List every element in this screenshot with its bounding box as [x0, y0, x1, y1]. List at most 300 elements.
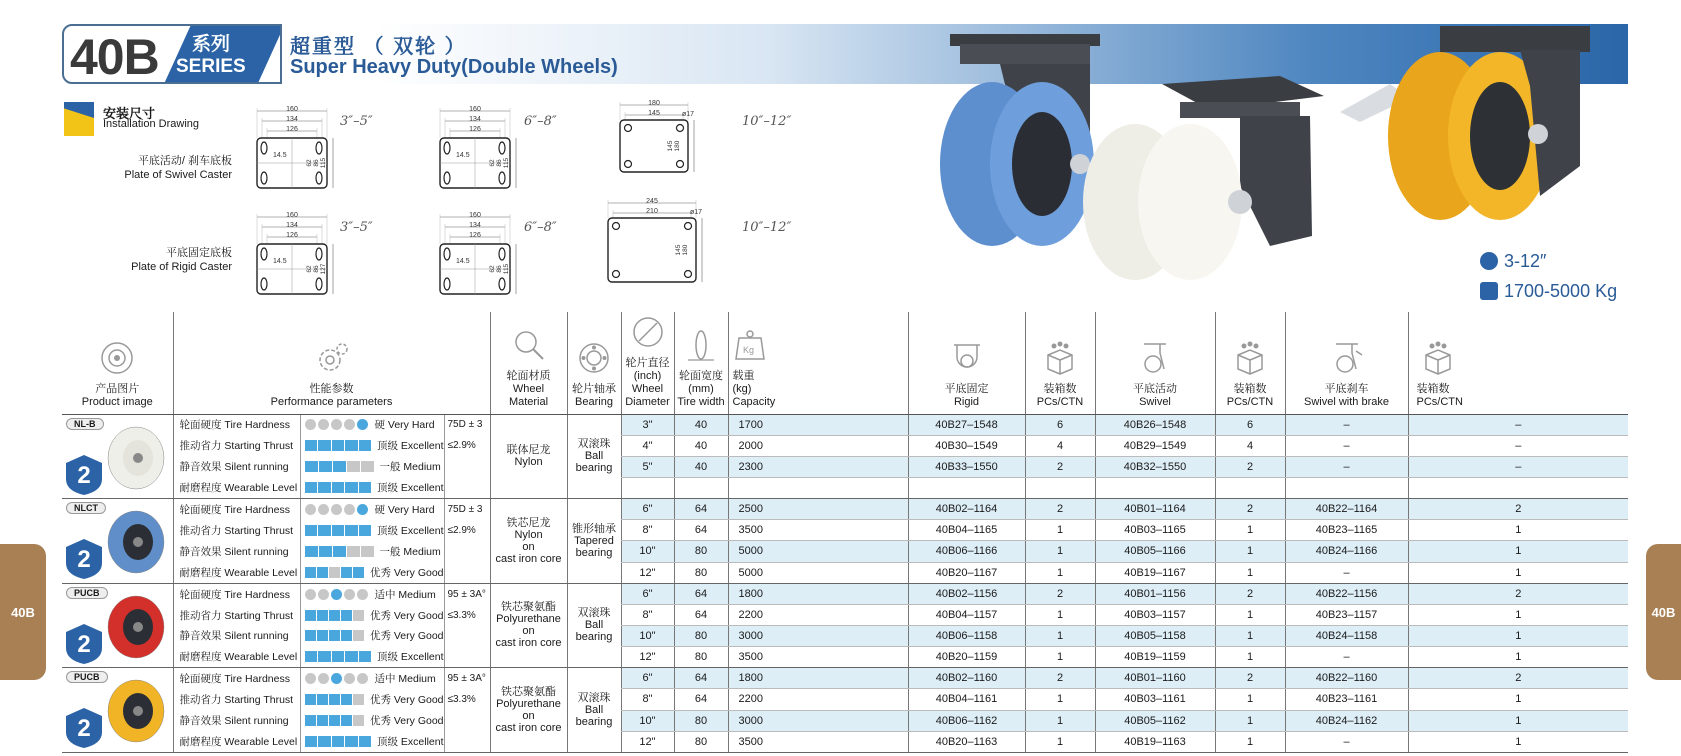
rating-text: 优秀 Very Good — [369, 566, 444, 579]
plate-side-dimension: 180 — [682, 244, 689, 256]
wheel-type-tag: NLCT — [66, 502, 106, 514]
cell-swivel: 40B05–1158 — [1095, 625, 1215, 646]
cell-brake — [1285, 477, 1408, 498]
header-text: (kg) — [732, 382, 752, 395]
cell-dia: 6" — [621, 583, 674, 604]
header-text: 平底活动 — [1133, 382, 1177, 395]
rating-bar — [332, 440, 345, 451]
cell-c3: 1 — [1408, 604, 1628, 625]
rating-bar — [345, 651, 358, 662]
rating-bar — [317, 567, 328, 578]
cell-cap: 2300 — [728, 456, 908, 477]
bearing-text: bearing — [575, 546, 613, 559]
plate-dimension: 245 — [646, 198, 658, 205]
header-ctn-brake — [1408, 312, 1628, 414]
plate-hole-size: 14.5 — [273, 152, 287, 159]
load-range-icon — [1480, 282, 1498, 300]
material-text: cast iron core — [495, 552, 562, 565]
cell-cap: 3500 — [728, 647, 908, 668]
header-text: Diameter — [625, 395, 670, 408]
bearing-text: 双滚珠 — [577, 692, 611, 705]
performance-tolerance: ≤2.9% — [444, 520, 490, 541]
wheel-photo — [106, 678, 166, 744]
header-product-image — [62, 312, 173, 414]
svg-text:2: 2 — [77, 715, 91, 743]
bearing-text: 锥形轴承 — [572, 522, 616, 535]
cell-width: 80 — [674, 731, 728, 752]
header-text: (inch) — [633, 369, 662, 382]
performance-rating — [300, 584, 444, 605]
product-photos — [940, 26, 1620, 288]
header-bearing — [567, 312, 621, 414]
gear-icon — [315, 341, 349, 375]
box-icon — [1233, 341, 1267, 375]
performance-rating — [300, 668, 444, 689]
cell-c1: 1 — [1025, 731, 1095, 752]
rating-bar — [345, 736, 358, 747]
rating-text: 硬 Very Hard — [374, 419, 435, 432]
performance-label: 耐磨程度 Wearable Level — [179, 482, 298, 495]
bearing-text: 双滚珠 — [577, 607, 611, 620]
rating-bar — [329, 567, 340, 578]
material-text: cast iron core — [495, 637, 562, 650]
cell-brake: 40B23–1161 — [1285, 689, 1408, 710]
cell-dia: 10" — [621, 625, 674, 646]
rating-bar — [341, 610, 352, 621]
rating-text: 优秀 Very Good — [369, 715, 444, 727]
cell-c3: 1 — [1408, 731, 1628, 752]
plate-side-dimension: 86 — [496, 265, 503, 273]
warranty-badge-icon — [64, 622, 104, 666]
rating-bar — [341, 630, 352, 641]
header-diameter — [621, 312, 674, 414]
rating-bar — [305, 567, 316, 578]
weight-icon — [733, 328, 767, 362]
header-text: 产品图片 — [95, 382, 140, 395]
rating-dot — [331, 419, 342, 430]
bearing-text: Ball — [584, 619, 604, 632]
rating-bar — [329, 694, 340, 705]
plate-hole-size: 14.5 — [456, 258, 470, 265]
plate-side-dimension: 145 — [667, 140, 674, 152]
rating-dot — [318, 504, 329, 515]
magnifier-icon — [512, 328, 546, 362]
cell-rigid: 40B02–1156 — [908, 583, 1025, 604]
box-icon — [1421, 341, 1455, 375]
cell-cap: 1800 — [728, 583, 908, 604]
header-text: Material — [508, 395, 549, 408]
header-swivel — [1095, 312, 1215, 414]
cell-c2: 2 — [1215, 583, 1285, 604]
material-text: Nylon — [514, 456, 543, 469]
cell-swivel: 40B03–1161 — [1095, 689, 1215, 710]
cell-cap — [728, 477, 908, 498]
yellow-double-wheel-caster-photo — [1340, 26, 1590, 220]
header-width — [674, 312, 728, 414]
side-tab-right: 40B — [1646, 544, 1681, 680]
rating-bar — [353, 567, 364, 578]
cell-brake: 40B22–1164 — [1285, 499, 1408, 520]
cell-c1: 1 — [1025, 520, 1095, 541]
material-text: on — [522, 540, 535, 553]
cell-swivel: 40B19–1167 — [1095, 562, 1215, 583]
performance-rating — [300, 731, 444, 752]
cell-width: 80 — [674, 625, 728, 646]
rating-text: 优秀 Very Good — [369, 630, 444, 643]
cell-dia: 8" — [621, 520, 674, 541]
cell-swivel: 40B01–1160 — [1095, 668, 1215, 689]
cell-c2: 1 — [1215, 731, 1285, 752]
load-spec — [1480, 281, 1617, 302]
bearing-text: Ball — [584, 450, 604, 463]
brake-caster-icon — [1330, 341, 1364, 375]
rating-dot — [331, 589, 342, 600]
header-text: 轮片直径 — [625, 356, 670, 369]
performance-rating — [300, 562, 444, 583]
header-performance — [173, 312, 490, 414]
performance-tolerance: ≤2.9% — [444, 435, 490, 456]
cell-rigid: 40B04–1161 — [908, 689, 1025, 710]
rating-text: 一般 Medium — [379, 545, 441, 558]
bearing-cell — [567, 668, 621, 753]
load-range-text: 1700-5000 Kg — [1504, 281, 1618, 301]
cell-swivel: 40B26–1548 — [1095, 414, 1215, 435]
material-text: 铁芯聚氨酯 — [501, 686, 556, 699]
cell-c3: 1 — [1408, 689, 1628, 710]
performance-cell — [173, 499, 490, 584]
material-text: on — [522, 710, 535, 723]
performance-label: 耐磨程度 Wearable Level — [179, 566, 298, 579]
material-text: 铁芯聚氨酯 — [501, 601, 556, 614]
plate-side-dimension: 180 — [674, 140, 681, 152]
cell-dia: 6" — [621, 668, 674, 689]
cell-rigid — [908, 477, 1025, 498]
rating-bar — [353, 715, 364, 726]
plate-side-dimension: 115 — [503, 157, 510, 169]
cell-cap: 2200 — [728, 689, 908, 710]
cell-c1: 2 — [1025, 668, 1095, 689]
bearing-cell — [567, 583, 621, 668]
cell-brake: – — [1285, 647, 1408, 668]
header-text: 平底固定 — [944, 382, 989, 395]
plate-drawing — [606, 196, 746, 284]
cell-c3: 2 — [1408, 668, 1628, 689]
performance-rating — [300, 456, 444, 477]
cell-brake: 40B24–1166 — [1285, 541, 1408, 562]
rating-bar — [361, 461, 374, 472]
cell-c1: 1 — [1025, 689, 1095, 710]
cell-brake: 40B22–1156 — [1285, 583, 1408, 604]
header-rigid — [908, 312, 1025, 414]
performance-label: 静音效果 Silent running — [179, 630, 289, 643]
rating-text: 顶级 Excellent — [377, 651, 444, 664]
plate-hole-size: ø17 — [690, 209, 703, 216]
product-image-cell — [62, 583, 173, 668]
cell-cap: 5000 — [728, 541, 908, 562]
rating-dot — [344, 419, 355, 430]
cell-rigid: 40B27–1548 — [908, 414, 1025, 435]
plate-dimension: 180 — [648, 100, 660, 107]
cell-width: 80 — [674, 541, 728, 562]
cell-c2: 1 — [1215, 562, 1285, 583]
cell-cap: 3500 — [728, 520, 908, 541]
rating-bar — [345, 525, 358, 536]
plate-dimension: 126 — [286, 232, 298, 239]
rating-bar — [332, 525, 345, 536]
plate-side-dimension: 115 — [320, 157, 327, 169]
performance-label: 轮面硬度 Tire Hardness — [179, 419, 290, 432]
performance-tolerance — [444, 562, 490, 583]
cell-width: 64 — [674, 520, 728, 541]
wheel-photo — [106, 509, 166, 575]
wheel-type-tag: PUCB — [66, 587, 108, 599]
cell-c3: 1 — [1408, 647, 1628, 668]
rating-bar — [305, 525, 318, 536]
cell-c2: 4 — [1215, 435, 1285, 456]
wheel-photo — [106, 425, 166, 491]
cell-cap: 2200 — [728, 604, 908, 625]
cell-c2: 2 — [1215, 499, 1285, 520]
header-text: 轮片轴承 — [572, 382, 616, 395]
rating-bar — [305, 715, 316, 726]
header-text: Product image — [81, 395, 153, 408]
cell-c3: 1 — [1408, 710, 1628, 731]
installation-title-en: Installation Drawing — [103, 118, 199, 130]
header-text: 装箱数 — [1233, 382, 1267, 395]
material-text: Polyurethane — [496, 613, 561, 626]
cell-brake: – — [1285, 562, 1408, 583]
cell-c3: 1 — [1408, 562, 1628, 583]
cell-cap: 3500 — [728, 731, 908, 752]
cell-rigid: 40B02–1164 — [908, 499, 1025, 520]
bearing-icon — [577, 341, 611, 375]
plate-dimension: 134 — [469, 222, 481, 229]
rating-bar — [332, 651, 345, 662]
rating-bar — [361, 546, 374, 557]
cell-c1: 2 — [1025, 583, 1095, 604]
rating-text: 适中 Medium — [374, 673, 436, 686]
plate-dimension: 134 — [286, 222, 298, 229]
header-text: Wheel — [512, 382, 545, 395]
wheel-material-cell — [490, 583, 567, 668]
performance-label: 推动省力 Starting Thrust — [179, 609, 294, 622]
material-text: Polyurethane — [496, 698, 561, 711]
rating-bar — [345, 440, 358, 451]
cell-rigid: 40B04–1165 — [908, 520, 1025, 541]
rating-bar — [317, 610, 328, 621]
cell-c3: 1 — [1408, 541, 1628, 562]
cell-swivel: 40B19–1163 — [1095, 731, 1215, 752]
performance-tolerance — [444, 710, 490, 731]
installation-title-cn: 安装尺寸 — [103, 106, 156, 121]
bearing-text: 双滚珠 — [577, 438, 611, 451]
header-text: PCs/CTN — [1036, 395, 1084, 408]
rating-dot — [357, 673, 368, 684]
cell-brake: 40B24–1158 — [1285, 625, 1408, 646]
header-text: Bearing — [575, 395, 613, 408]
cell-brake: 40B23–1165 — [1285, 520, 1408, 541]
plate-dimension: 145 — [648, 110, 660, 117]
rating-bar — [359, 482, 372, 493]
cell-swivel: 40B03–1157 — [1095, 604, 1215, 625]
performance-grid — [174, 584, 490, 668]
rating-bar — [305, 546, 318, 557]
cell-brake: – — [1285, 435, 1408, 456]
rating-bar — [305, 651, 318, 662]
plate-side-dimension: 127 — [320, 263, 327, 275]
cell-swivel: 40B01–1156 — [1095, 583, 1215, 604]
rating-text: 顶级 Excellent — [377, 735, 444, 748]
performance-rating — [300, 689, 444, 710]
plate-dimension: 210 — [646, 208, 658, 215]
table-body — [62, 414, 1628, 752]
cell-brake: – — [1285, 414, 1408, 435]
header-text: 平底刹车 — [1324, 382, 1369, 395]
cell-swivel: 40B19–1159 — [1095, 647, 1215, 668]
plate-side-dimension: 62 — [306, 265, 313, 273]
cell-cap: 2000 — [728, 435, 908, 456]
header-text: Performance parameters — [270, 395, 393, 408]
cell-c2: 1 — [1215, 689, 1285, 710]
rating-dot — [318, 419, 329, 430]
rating-dot — [331, 504, 342, 515]
rating-bar — [305, 736, 318, 747]
cell-dia: 12" — [621, 562, 674, 583]
cell-c1: 1 — [1025, 647, 1095, 668]
cell-rigid: 40B06–1162 — [908, 710, 1025, 731]
bearing-cell — [567, 499, 621, 584]
swivel-plate-label — [62, 154, 232, 182]
performance-grid — [174, 499, 490, 583]
bearing-text: bearing — [575, 631, 613, 644]
cell-cap: 3000 — [728, 710, 908, 731]
performance-tolerance: 75D ± 3 — [444, 415, 490, 436]
white-double-wheel-caster-photo — [1083, 76, 1324, 280]
performance-rating — [300, 477, 444, 498]
bearing-cell — [567, 414, 621, 499]
rating-dot — [357, 504, 368, 515]
performance-cell — [173, 668, 490, 753]
cell-dia: 5" — [621, 456, 674, 477]
cell-rigid: 40B06–1158 — [908, 625, 1025, 646]
performance-tolerance: ≤3.3% — [444, 689, 490, 710]
cell-swivel: 40B01–1164 — [1095, 499, 1215, 520]
cell-swivel: 40B05–1166 — [1095, 541, 1215, 562]
performance-tolerance — [444, 477, 490, 498]
series-code: 40B — [70, 29, 159, 84]
table-row — [62, 668, 1628, 689]
cell-swivel: 40B29–1549 — [1095, 435, 1215, 456]
product-image-cell — [62, 414, 173, 499]
cell-c1: 4 — [1025, 435, 1095, 456]
rating-text: 顶级 Excellent — [377, 482, 444, 495]
table-row — [62, 414, 1628, 435]
cell-dia — [621, 477, 674, 498]
performance-label: 耐磨程度 Wearable Level — [179, 651, 298, 664]
header-text: (mm) — [688, 382, 714, 395]
rating-bar — [353, 630, 364, 641]
cell-dia: 12" — [621, 731, 674, 752]
rating-bar — [359, 736, 372, 747]
product-image-cell — [62, 668, 173, 753]
cell-width — [674, 477, 728, 498]
diameter-range-text: 3-12″ — [1504, 251, 1547, 271]
header-text: PCs/CTN — [1416, 395, 1463, 408]
rating-bar — [318, 440, 331, 451]
rating-bar — [347, 546, 360, 557]
rating-text: 一般 Medium — [379, 461, 441, 474]
plate-side-dimension: 62 — [306, 159, 313, 167]
cell-width: 64 — [674, 583, 728, 604]
rating-bar — [305, 694, 316, 705]
rating-dot — [305, 673, 316, 684]
rating-bar — [353, 694, 364, 705]
cell-width: 64 — [674, 668, 728, 689]
performance-label: 轮面硬度 Tire Hardness — [179, 504, 290, 517]
plate-side-dimension: 86 — [313, 159, 320, 167]
plate-size-range: 6″–8″ — [524, 220, 557, 235]
performance-tolerance: ≤3.3% — [444, 605, 490, 626]
rating-bar — [341, 567, 352, 578]
performance-rating — [300, 415, 444, 436]
cell-cap: 3000 — [728, 625, 908, 646]
header-text: Rigid — [953, 395, 980, 408]
rating-bar — [317, 715, 328, 726]
plate-hole-size: ø17 — [682, 111, 695, 118]
plate-side-dimension: 62 — [489, 159, 496, 167]
rating-bar — [345, 482, 358, 493]
performance-label: 耐磨程度 Wearable Level — [179, 735, 298, 748]
performance-rating — [300, 605, 444, 626]
performance-rating — [300, 520, 444, 541]
rating-bar — [359, 525, 372, 536]
rating-bar — [333, 546, 346, 557]
performance-tolerance — [444, 646, 490, 667]
header-text: PCs/CTN — [1226, 395, 1274, 408]
performance-rating — [300, 499, 444, 520]
rating-bar — [318, 525, 331, 536]
header-text: 轮面宽度 — [679, 369, 723, 382]
performance-tolerance: 95 ± 3A° — [444, 668, 490, 689]
cell-cap: 1700 — [728, 414, 908, 435]
performance-rating — [300, 435, 444, 456]
cell-dia: 10" — [621, 541, 674, 562]
cell-dia: 8" — [621, 604, 674, 625]
wheel-icon — [100, 341, 134, 375]
series-label-en: SERIES — [176, 56, 246, 77]
page-title-en: Super Heavy Duty(Double Wheels) — [290, 56, 618, 78]
plate-dimension: 134 — [469, 116, 481, 123]
cell-c2: 1 — [1215, 541, 1285, 562]
rating-dot — [305, 419, 316, 430]
material-text: cast iron core — [495, 722, 562, 735]
cell-rigid: 40B33–1550 — [908, 456, 1025, 477]
plate-side-dimension: 145 — [675, 244, 682, 256]
header-capacity — [728, 312, 908, 414]
performance-tolerance — [444, 456, 490, 477]
wheel-material-cell — [490, 414, 567, 499]
rating-bar — [318, 651, 331, 662]
rating-bar — [329, 610, 340, 621]
side-tab-left: 40B — [0, 544, 46, 680]
cell-rigid: 40B06–1166 — [908, 541, 1025, 562]
cell-swivel: 40B32–1550 — [1095, 456, 1215, 477]
page-title-cn: 超重型 （ 双轮 ） — [290, 36, 467, 58]
performance-label: 静音效果 Silent running — [179, 715, 289, 727]
rating-bar — [317, 694, 328, 705]
material-text: Nylon — [514, 528, 543, 541]
cell-c3: – — [1408, 456, 1628, 477]
